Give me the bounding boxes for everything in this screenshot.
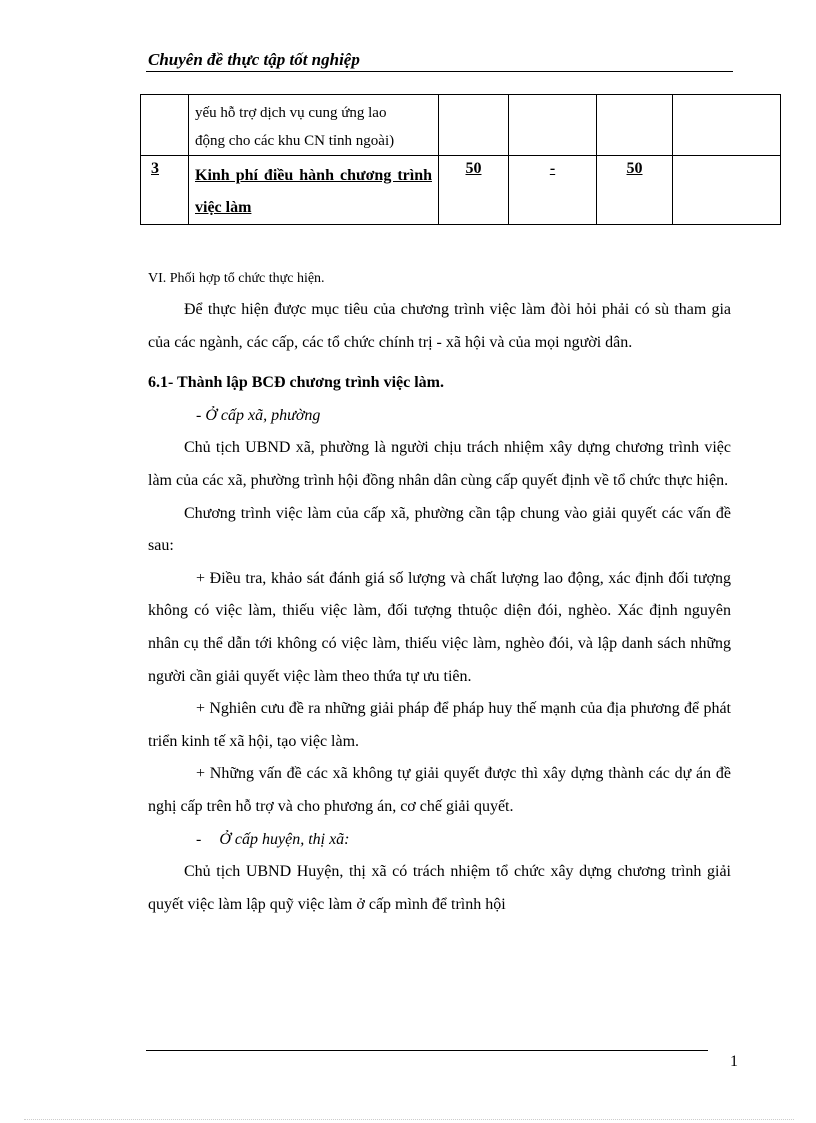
document-header-title: Chuyên đề thực tập tốt nghiệp [148, 50, 360, 69]
table-cell-value [509, 156, 597, 225]
row-item-label: Kinh phí điều hành chương trình việc làm [195, 167, 432, 216]
row-value-4 [673, 156, 780, 160]
continued-line-2: động cho các khu CN tỉnh ngoài) [195, 133, 395, 149]
bullet-item: + Điều tra, khảo sát đánh giá số lượng và chất lượng lao động, xác định đối tượng không có việc làm, thiếu việc làm, đối tượng thtuộc diện đói, nghèo. Xác định nguyên nhân cụ thể dẫn tới không có việc làm, thiếu việc làm, nghèo đói, và lập danh sách những người cần giải quyết việc làm theo thứa tự ưu tiên. [148, 569, 731, 685]
table-cell [141, 95, 189, 156]
row-number: 3 [151, 160, 159, 177]
table-cell-value [597, 156, 673, 225]
level1-label: - Ở cấp xã, phường [196, 406, 321, 424]
row-value-2: - [549, 160, 556, 177]
row-value-total: 50 [465, 160, 482, 177]
bullet-item: + Những vấn đề các xã không tự giải quyết được thì xây dựng thành các dự án đề nghị cấp trên hỗ trợ và cho phương án, cơ chế giải quyết. [148, 765, 731, 815]
footer-divider [146, 1050, 708, 1051]
paragraph: Chương trình việc làm của cấp xã, phường cần tập chung vào giải quyết các vấn đề sau: [148, 504, 731, 555]
section-heading: VI. Phối hợp tổ chức thực hiện. [148, 271, 325, 286]
sub-heading: 6.1- Thành lập BCĐ chương trình việc làm. [148, 374, 444, 392]
budget-table [140, 94, 781, 225]
table-cell [439, 95, 509, 156]
table-cell-no [141, 156, 189, 225]
paragraph: Chủ tịch UBND xã, phường là người chịu trách nhiệm xây dựng chương trình việc làm của các xã, phường trình hội đồng nhân dân cùng cấp quyết định về tổ chức thực hiện. [148, 439, 731, 489]
table-row [141, 156, 781, 225]
level2-label: Ở cấp huyện, thị xã: [219, 830, 350, 848]
level2-dash: - [196, 830, 202, 848]
table-row [141, 95, 781, 156]
bullet-item: + Nghiên cưu đề ra những giải pháp để pháp huy thế mạnh của địa phương để phát triển kinh tế xã hội, tạo việc làm. [148, 700, 731, 750]
document-body [148, 264, 731, 921]
row-value-3: 50 [626, 160, 643, 177]
continued-text [189, 95, 438, 155]
table-cell-item [189, 95, 439, 156]
table-cell [673, 95, 781, 156]
table-cell-item [189, 156, 439, 225]
table-cell [509, 95, 597, 156]
page-edge-divider [24, 1119, 794, 1120]
level2-heading [148, 824, 731, 857]
header-divider [146, 71, 733, 72]
paragraph: Để thực hiện được mục tiêu của chương trình việc làm đòi hỏi phải có sù tham gia của các ngành, các cấp, các tổ chức chính trị - xã hội và của mọi người dân. [148, 301, 731, 351]
table-cell-value [439, 156, 509, 225]
table-cell [597, 95, 673, 156]
page-number: 1 [730, 1053, 738, 1070]
table-cell-value [673, 156, 781, 225]
paragraph: Chủ tịch UBND Huyện, thị xã có trách nhiệm tổ chức xây dựng chương trình giải quyết việc làm lập quỹ việc làm ở cấp mình để trình hội [148, 863, 731, 913]
continued-line-1: yếu hỗ trợ dịch vụ cung ứng lao [195, 105, 387, 121]
